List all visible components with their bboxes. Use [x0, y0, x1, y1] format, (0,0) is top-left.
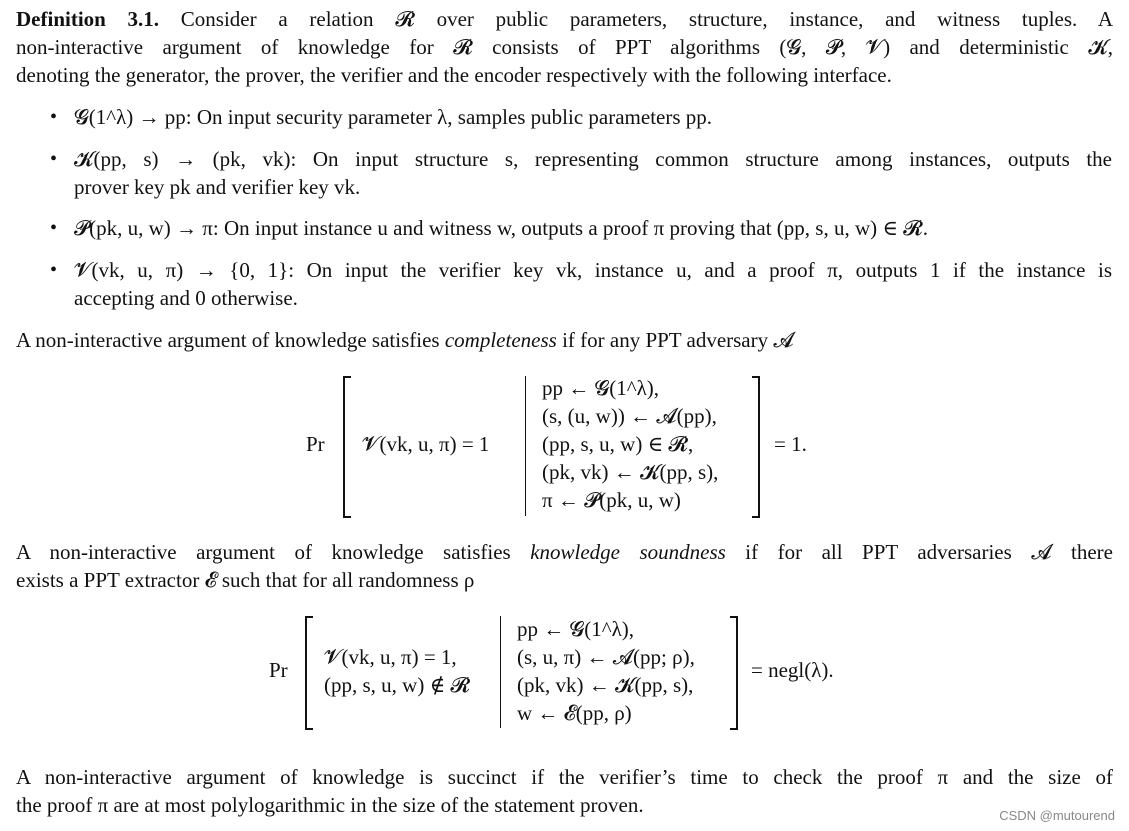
bullet-dot: •	[50, 106, 58, 128]
completeness-sentence	[16, 326, 794, 354]
bullet-encoder-2: prover key pk and verifier key vk.	[74, 175, 361, 199]
bullet-generator: 𝓖(1^λ) → pp: On input security parameter λ, samples public parameters pp.	[74, 105, 713, 129]
soundness-cond-2: (s, u, π) ← 𝓐(pp; ρ),	[517, 645, 695, 669]
definition-intro-1: Consider a relation 𝓡 over public parameters, structure, instance, and witness tuples. A	[180, 7, 1114, 31]
bullet-dot: •	[50, 259, 58, 281]
completeness-cond-2: (s, (u, w)) ← 𝓐(pp),	[542, 404, 717, 428]
soundness-event-2: (pp, s, u, w) ∉ 𝓡	[324, 673, 470, 697]
soundness-start: A non-interactive argument of knowledge satisfies	[16, 540, 531, 564]
soundness-line-2: exists a PPT extractor 𝓔 such that for all randomness ρ	[16, 568, 475, 592]
soundness-cond-3: (pk, vk) ← 𝓚(pp, s),	[517, 673, 694, 697]
soundness-result: = negl(λ).	[751, 658, 834, 682]
completeness-result: = 1.	[774, 432, 807, 456]
definition-intro-2: non-interactive argument of knowledge for 𝓡 consists of PPT algorithms (𝓖, 𝓟, 𝓥) and deterministic 𝓚,	[16, 35, 1113, 59]
completeness-end: if for any PPT adversary 𝓐	[556, 328, 794, 352]
succinct-line-1: A non-interactive argument of knowledge is succinct if the verifier’s time to check the proof π and the size of	[16, 765, 1113, 789]
bullet-dot: •	[50, 148, 58, 170]
definition-intro-3: denoting the generator, the prover, the verifier and the encoder respectively with the following interface.	[16, 63, 892, 87]
completeness-left-bracket	[343, 376, 351, 518]
completeness-right-bracket	[752, 376, 760, 518]
soundness-cond-1: pp ← 𝓖(1^λ),	[517, 617, 635, 641]
succinct-line-2: the proof π are at most polylogarithmic in the size of the statement proven.	[16, 793, 644, 817]
soundness-pr: Pr	[269, 658, 288, 682]
soundness-term: knowledge soundness	[530, 540, 726, 564]
completeness-cond-4: (pk, vk) ← 𝓚(pp, s),	[542, 460, 719, 484]
completeness-cond-3: (pp, s, u, w) ∈ 𝓡,	[542, 432, 694, 456]
bullet-verifier-2: accepting and 0 otherwise.	[74, 286, 298, 310]
completeness-event: 𝓥(vk, u, π) = 1	[362, 432, 490, 456]
completeness-term: completeness	[444, 328, 557, 352]
definition-label: Definition 3.1.	[16, 7, 160, 31]
bullet-prover: 𝓟(pk, u, w) → π: On input instance u and witness w, outputs a proof π proving that (pp, s, u, w) ∈ 𝓡.	[74, 216, 929, 240]
soundness-cond-4: w ← 𝓔(pp, ρ)	[517, 701, 632, 725]
bullet-verifier-1: 𝓥(vk, u, π) → {0, 1}: On input the verifier key vk, instance u, and a proof π, outputs 1 if the instance is	[74, 258, 1112, 282]
completeness-cond-5: π ← 𝓟(pk, u, w)	[542, 488, 681, 512]
watermark: CSDN @mutourend	[999, 808, 1115, 823]
completeness-divider	[525, 376, 526, 516]
completeness-pr: Pr	[306, 432, 325, 456]
bullet-dot: •	[50, 217, 58, 239]
soundness-right-bracket	[730, 616, 738, 730]
soundness-end: if for all PPT adversaries 𝓐 there	[725, 540, 1113, 564]
soundness-divider	[500, 616, 501, 728]
completeness-start: A non-interactive argument of knowledge satisfies	[16, 328, 445, 352]
definition-line-1	[16, 5, 1113, 33]
bullet-encoder-1: 𝓚(pp, s) → (pk, vk): On input structure s, representing common structure among instances, outputs the	[74, 147, 1112, 171]
soundness-sentence	[16, 538, 1113, 566]
soundness-event-1: 𝓥(vk, u, π) = 1,	[324, 645, 457, 669]
completeness-cond-1: pp ← 𝓖(1^λ),	[542, 376, 660, 400]
soundness-left-bracket	[305, 616, 313, 730]
